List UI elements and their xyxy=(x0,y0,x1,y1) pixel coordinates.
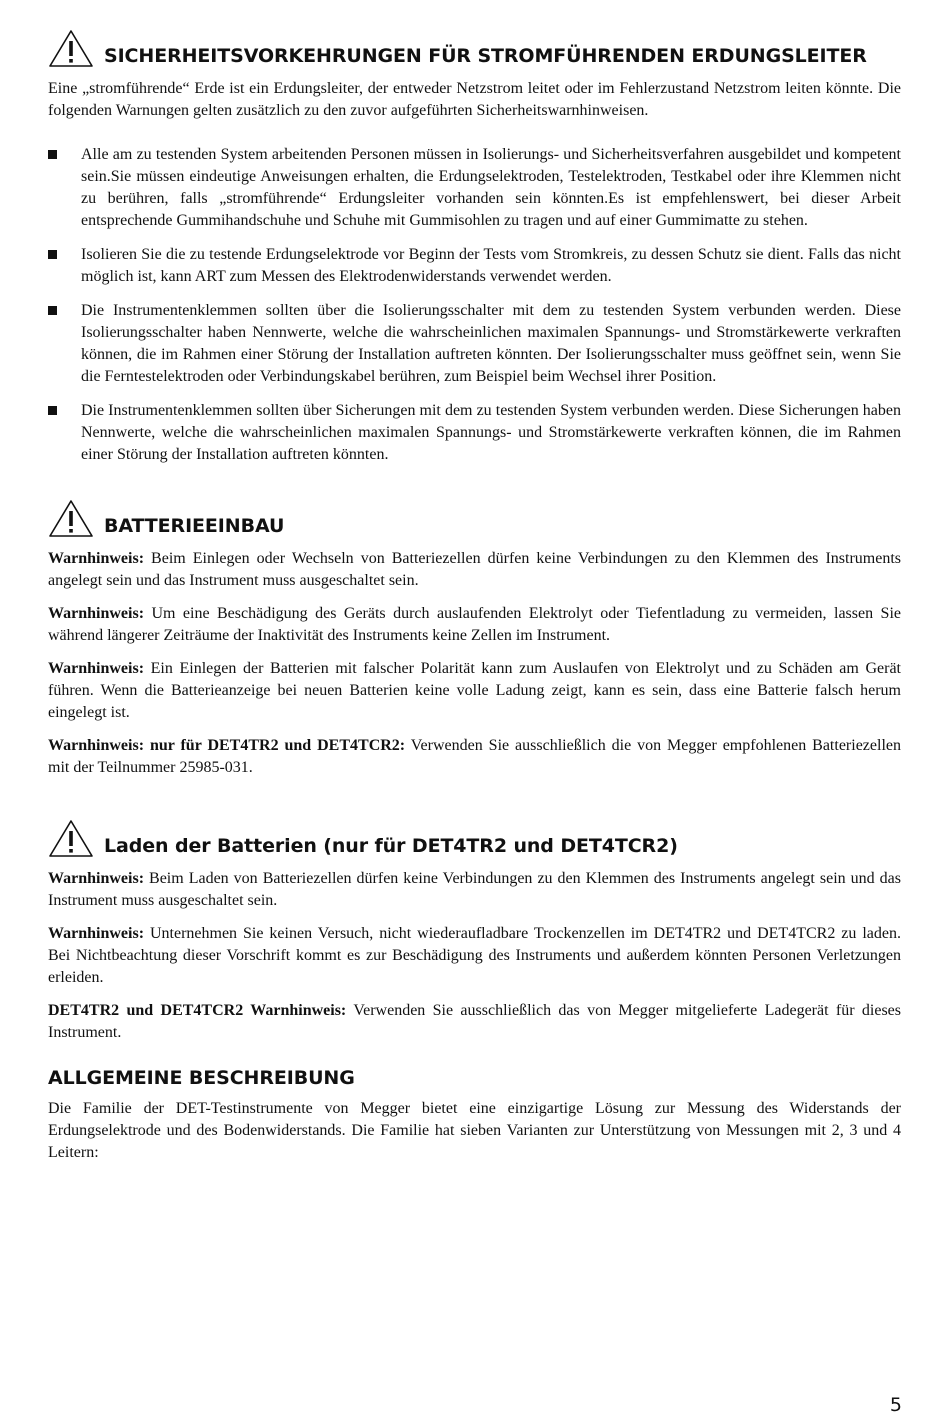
warning-label: Warnhinweis: nur für DET4TR2 und DET4TCR2: xyxy=(48,737,406,754)
section-intro: Eine „stromführende“ Erde ist ein Erdungsleiter, der entweder Netzstrom leitet oder im Fehlerzustand Netzstrom leiten könnte. Die folgenden Warnungen gelten zusätzlich zu den zuvor aufgeführten Sicherheitswarnhinweisen. xyxy=(48,80,901,119)
section-heading xyxy=(48,28,901,68)
warning-text: Verwenden Sie ausschließlich die von Megger empfohlenen Batteriezellen mit der Teilnummer 25985-031. xyxy=(48,737,901,776)
warning-text: Um eine Beschädigung des Geräts durch auslaufenden Elektrolyt oder Tiefentladung zu vermeiden, lassen Sie während längerer Zeiträume der Inaktivität des Instruments keine Zellen im Instrument. xyxy=(48,605,901,644)
warning-triangle-icon xyxy=(48,28,94,68)
warning-label: DET4TR2 und DET4TCR2 Warnhinweis: xyxy=(48,1002,347,1019)
warning-paragraph xyxy=(48,735,901,779)
warning-paragraph xyxy=(48,548,901,592)
warning-triangle-icon xyxy=(48,498,94,538)
section-text: Die Familie der DET-Testinstrumente von Megger bietet eine einzigartige Lösung zur Messung des Widerstands der Erdungselektrode und des Bodenwiderstands. Die Familie hat sieben Varianten zur Unterstützung von Messungen mit 2, 3 und 4 Leitern: xyxy=(48,1100,901,1161)
warning-text: Unternehmen Sie keinen Versuch, nicht wiederaufladbare Trockenzellen im DET4TR2 und DET4TCR2 zu laden. Bei Nichtbeachtung dieser Vorschrift kommt es zur Beschädigung des Instruments und außerdem könnten Personen Verletzungen erleiden. xyxy=(48,925,901,986)
list-item xyxy=(48,400,901,466)
warning-label: Warnhinweis: xyxy=(48,870,145,887)
warning-text: Beim Einlegen oder Wechseln von Batteriezellen dürfen keine Verbindungen zu den Klemmen des Instruments angelegt sein und das Instrument muss ausgeschaltet sein. xyxy=(48,550,901,589)
warning-paragraph xyxy=(48,1000,901,1044)
section-title: BATTERIEEINBAU xyxy=(104,515,285,537)
section-title: Laden der Batterien (nur für DET4TR2 und DET4TCR2) xyxy=(104,835,678,857)
warning-paragraph xyxy=(48,603,901,647)
warning-text: Beim Laden von Batteriezellen dürfen keine Verbindungen zu den Klemmen des Instruments angelegt sein und das Instrument muss ausgeschaltet sein. xyxy=(48,870,901,909)
square-bullet-icon xyxy=(48,406,57,415)
page-number: 5 xyxy=(889,1394,902,1416)
warning-triangle-icon xyxy=(48,818,94,858)
section-heading xyxy=(48,498,901,538)
list-item-text: Die Instrumentenklemmen sollten über die Isolierungsschalter mit dem zu testenden System verbunden werden. Diese Isolierungsschalter haben Nennwerte, welche die wahrscheinlichen maximalen Spannungs- und Stromstärkewerte verkraften können, die im Rahmen einer Störung der Installation auftreten könnten. Der Isolierungsschalter muss geöffnet sein, wenn Sie die Ferntestelektroden oder Verbindungskabel berühren, zum Beispiel beim Wechsel ihrer Position. xyxy=(81,302,901,385)
list-item-text: Isolieren Sie die zu testende Erdungselektrode vor Beginn der Tests vom Stromkreis, zu dessen Schutz sie dient. Falls das nicht möglich ist, kann ART zum Messen des Elektrodenwiderstands verwendet werden. xyxy=(81,246,901,285)
warning-label: Warnhinweis: xyxy=(48,550,145,567)
square-bullet-icon xyxy=(48,250,57,259)
document-page xyxy=(48,28,901,1164)
section-heading xyxy=(48,818,901,858)
warning-label: Warnhinweis: xyxy=(48,925,145,942)
warning-paragraph xyxy=(48,658,901,724)
warning-paragraph xyxy=(48,923,901,989)
list-item-text: Die Instrumentenklemmen sollten über Sicherungen mit dem zu testenden System verbunden werden. Diese Sicherungen haben Nennwerte, welche die wahrscheinlichen maximalen Spannungs- und Stromstärkewerte verkraften können, die im Rahmen einer Störung der Installation auftreten könnten. xyxy=(81,402,901,463)
square-bullet-icon xyxy=(48,150,57,159)
warning-label: Warnhinweis: xyxy=(48,605,145,622)
warning-text: Ein Einlegen der Batterien mit falscher Polarität kann zum Auslaufen von Elektrolyt und zu Schäden am Gerät führen. Wenn die Batterieanzeige bei neuen Batterien keine volle Ladung zeigt, kann es sein, dass eine Batterie falsch herum eingelegt ist. xyxy=(48,660,901,721)
list-item-text: Alle am zu testenden System arbeitenden Personen müssen in Isolierungs- und Sicherheitsverfahren ausgebildet und kompetent sein.Sie müssen eindeutige Anweisungen erhalten, die Erdungselektroden, Testelektroden, Testkabel oder ihre Klemmen nicht zu berühren, falls „stromführende“ Erdungsleiter vorhanden sein könnten.Es ist empfehlenswert, bei dieser Arbeit entsprechende Gummihandschuhe und Schuhe mit Gummisohlen zu tragen und auf einer Gummimatte zu stehen. xyxy=(81,146,901,229)
list-item xyxy=(48,144,901,232)
warning-list xyxy=(48,144,901,466)
list-item xyxy=(48,244,901,288)
list-item xyxy=(48,300,901,388)
section-title: ALLGEMEINE BESCHREIBUNG xyxy=(48,1067,355,1089)
square-bullet-icon xyxy=(48,306,57,315)
warning-paragraph xyxy=(48,868,901,912)
section-title: SICHERHEITSVORKEHRUNGEN FÜR STROMFÜHRENDEN ERDUNGSLEITER xyxy=(104,45,867,67)
warning-label: Warnhinweis: xyxy=(48,660,145,677)
warning-text: Verwenden Sie ausschließlich das von Megger mitgelieferte Ladegerät für dieses Instrument. xyxy=(48,1002,901,1041)
